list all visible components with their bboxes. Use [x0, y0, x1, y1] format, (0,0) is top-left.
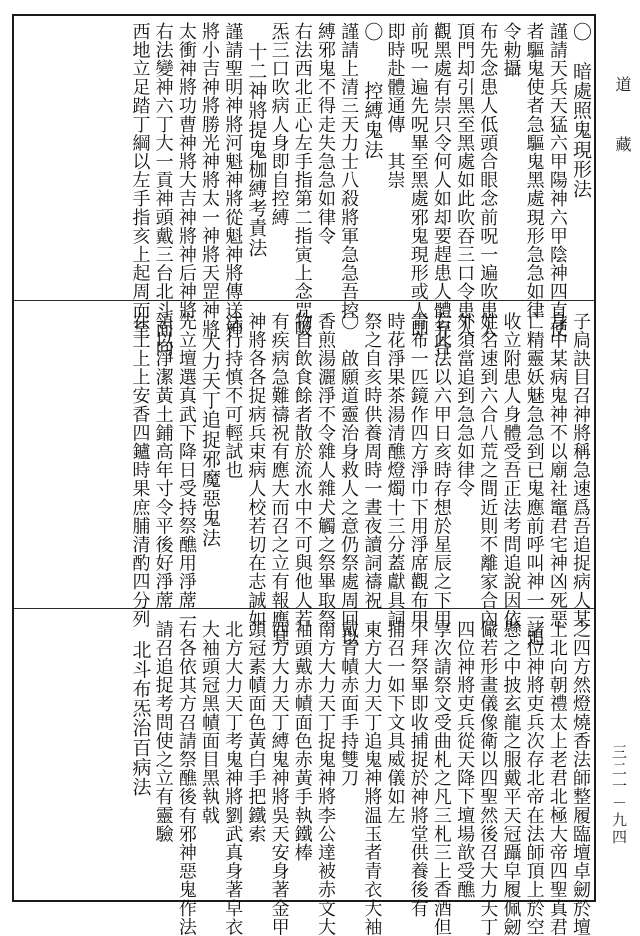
text-column: 請召追捉考問使之立有靈驗: [152, 620, 174, 844]
text-column: 縛邪鬼不得走失急急如律令: [314, 22, 336, 246]
text-column: 北方大力天丁考鬼神將劉武真身著皁衣: [222, 620, 244, 936]
text-column: 香煎湯灑淨不令雜人雜犬觸之祭畢取祭: [314, 312, 336, 629]
text-column: 捕召一如下文具威儀如左: [384, 620, 406, 825]
text-column: 在土上上安香四鑪時果庶脯清酌四分列: [129, 312, 151, 629]
text-column: 祭之自亥時供養周時一晝夜讀詞禱祝: [361, 312, 383, 610]
text-column: 之四方然燈燒香法師整履臨壇卓劒於壇: [570, 620, 591, 936]
text-column: 亡精靈妖魅急急到已鬼應前呼叫神一一追: [523, 312, 545, 647]
text-column: 諸位神將吏兵次存北帝在法師頂上於空: [523, 620, 545, 936]
text-column: 領以淨潔黃土鋪高年寸令平後好淨蓆: [152, 312, 174, 610]
text-column: 謹請天兵天猛六甲陽神六甲陰神四直使: [546, 22, 568, 339]
text-column: 謹請聖明神將河魁神將從魁神將傳送神: [222, 22, 244, 339]
section-heading: 北斗布炁治百病法: [129, 620, 152, 797]
text-column: 令勅攝: [500, 22, 522, 78]
collection-title: 道 藏: [613, 76, 632, 166]
text-column: 東方大力天丁追鬼神將温玉者青衣大袖: [361, 620, 383, 936]
text-column: 有疾病急難禱祝有應大而召之立有報應其: [268, 312, 290, 647]
text-column: 先立壇選真武下降日受持祭醮用淨蓆一: [175, 312, 197, 629]
text-column: 即時赴體通傳 其崇: [384, 22, 406, 190]
text-column: 懸之中披玄龍之服戴平天冠躡皁履佩劒: [500, 620, 522, 936]
section-heading: 大力天丁追捉邪魔惡鬼法: [199, 312, 221, 548]
text-column: 時花淨果茶湯清醮燈燭十三分蓋獻具詞: [384, 312, 406, 629]
text-column: 身中某病鬼神不以廟社竈君宅神凶死惡: [546, 312, 568, 629]
text-column: 姓名速到六合八荒之間近則不離家合內: [477, 312, 499, 629]
text-column: 右各依其方召請祭醮後有邪神惡鬼作法: [175, 620, 197, 936]
text-column: 子扃訣目召神將稱急速爲吾追捉病人某: [570, 312, 591, 629]
text-column: 太衝神將功曹神將大吉神將神后神將: [175, 22, 197, 320]
section-heading: 〇 暗處照鬼現形法: [570, 22, 592, 199]
text-column: 袖頭戴赤幘面色赤黃手執鐵棒: [291, 620, 313, 862]
text-column: 頂門却引黑至黑處如此吹吞三口令患人: [454, 22, 476, 339]
text-column: 右法變神六丁大一貢神頭戴三台北斗面向: [152, 22, 174, 357]
text-column: 謹請上清三天力士八殺將軍急急吾控: [338, 22, 360, 320]
text-column: 前呪一遍先呪畢至黑處邪鬼現形或人即: [407, 22, 429, 339]
section-heading: 〇 控縛鬼法: [361, 22, 384, 160]
text-column: 炁三口吹病人身即自控縛: [268, 22, 290, 227]
text-column: 南方大力天丁捉鬼神將李公達被赤文大: [314, 620, 336, 936]
text-column: 享次請祭文受曲札之凡三札三上香酒但: [430, 620, 452, 936]
text-panel-top: [18, 22, 592, 357]
text-column: 不拜祭畢即收捕捉於神將堂供養後有: [407, 620, 429, 918]
text-column: 頭冠素幘面色黃白手把鐵索: [245, 620, 267, 844]
text-column: 觀黑處有崇只令何人如却要趕患人體弃合: [430, 22, 452, 357]
text-column: 神將各各捉病兵束病人校若切在志誠如: [245, 312, 267, 629]
text-column: 四位神將吏兵從天降下壇場歆受醮: [454, 620, 476, 899]
text-column: 青布一匹鏡作四方淨巾下用淨席觀布用: [407, 312, 429, 629]
text-column: 將小吉神將勝光神將太一神將天罡神將: [199, 22, 220, 339]
text-column: 外須當追到急急如律令: [454, 312, 476, 498]
text-column: 戴青幘赤面手持雙刀: [338, 620, 360, 788]
page-number: 三二一－九四: [610, 744, 628, 846]
text-column: 西方大力天丁縛鬼神將吳天安身著金甲: [268, 620, 290, 936]
text-column: 物自飲食餘者散於流水中不可與他人若: [291, 312, 313, 629]
text-panel-middle: [18, 312, 591, 647]
text-column: 右此法以六甲日亥時存想於星辰之下用: [430, 312, 452, 629]
text-column: 大袖頭冠黑幘面目黑執戟: [199, 620, 220, 825]
text-panel-bottom: [18, 620, 591, 936]
text-column: 西地立足踏丁綱以左手指亥上起周而至: [129, 22, 151, 339]
text-column: 〇 啟願道靈治身救人之意仍祭處周回以: [338, 312, 360, 647]
text-column: 右法西北正心左手指第二指寅上念咒吸: [291, 22, 313, 339]
text-column: 上北向朝禮太上老君北極大帝四聖真君: [546, 620, 568, 936]
section-heading: 十二神將提鬼枷縛考責法: [245, 22, 268, 258]
text-column: 者驅鬼使者急驅鬼黑處現形急急如律: [523, 22, 545, 320]
text-column: 收立附患人身體受吾正法考問追說因依: [500, 312, 522, 629]
text-column: 儼若形畫儀像衛以四聖然後召大力天丁: [477, 620, 499, 936]
text-column: 法行持慎不可輕試也: [222, 312, 244, 480]
text-column: 布先念患人低頭合眼念前呪一遍吹患人: [477, 22, 499, 339]
